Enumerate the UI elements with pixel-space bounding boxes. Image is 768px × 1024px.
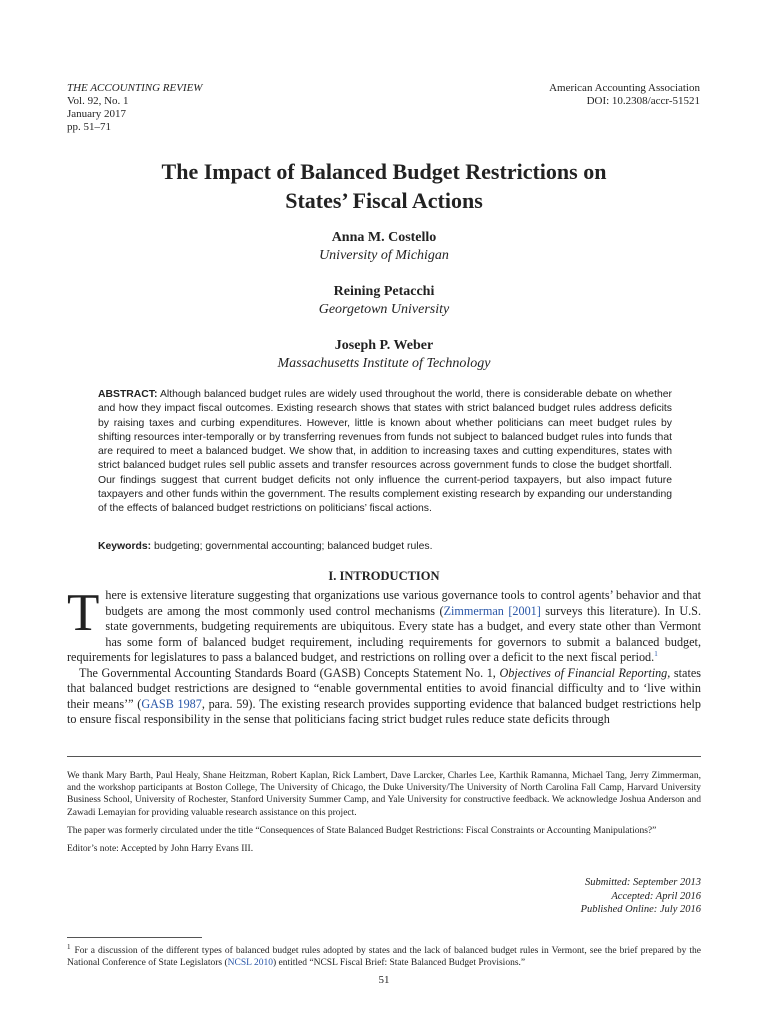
publisher-header: [549, 82, 700, 108]
author-affiliation: Georgetown University: [318, 302, 450, 317]
author-name: Reining Petacchi: [333, 284, 435, 299]
editor-note: Editor’s note: Accepted by John Harry Evans III.: [67, 844, 254, 855]
acknowledgments: [67, 770, 701, 861]
footnote-number: 1: [67, 943, 71, 951]
author-name: Joseph P. Weber: [334, 338, 434, 353]
footnote-text: For a discussion of the different types of balanced budget rules adopted by states and the lack of balanced budget rules in Vermont, see the brief prepared by the National Conference of State Legislators (: [67, 946, 701, 969]
intro-text: surveys this literature). In U.S. state governments, budgeting requirements are ubiquitous. Every state has a budget, and every state other than Vermont has some form of balanced budget requirement, including requirements for governors to submit a balanced budget, requirements for legislatures to pass a balanced budget, and restrictions on rolling over a deficit to the next fiscal period.: [67, 603, 701, 664]
author-block: [60, 283, 708, 319]
footnote-divider: [67, 937, 202, 938]
footnote: [67, 941, 701, 969]
submitted-date: Submitted: September 2013: [584, 877, 701, 888]
intro-paragraph-2: [67, 666, 701, 728]
page-number: 51: [378, 974, 390, 986]
journal-date: January 2017: [67, 108, 126, 120]
intro-text-italic: Objectives of Financial Reporting,: [499, 665, 671, 680]
intro-paragraph-1: [67, 584, 701, 666]
author-affiliation: Massachusetts Institute of Technology: [277, 356, 491, 371]
citation-link[interactable]: NCSL 2010: [227, 958, 273, 969]
intro-text: here is extensive literature suggesting that organizations use various governance tools to control agents’ behavior and that budgets are among the most commonly used control mechanisms (: [105, 588, 701, 618]
abstract-text: Although balanced budget rules are widely used throughout the world, there is considerable debate on whether and how they impact fiscal outcomes. Existing research shows that states with strict balanced budget rules address deficits by raising taxes and curbing expenditures. However, little is known about whether politicians can meet budget rules by shifting resources inter-temporally or by transferring revenues from funds not subject to balanced budget rules into funds that are required to meet a balanced budget. We show that, in addition to increasing taxes and cutting expenditures, states with strict balanced budget rules sell public assets and transfer resources across government funds to close the budget shortfall. Our findings suggest that current budget deficits not only influence the current-period taxpayers, but also impact future taxpayers and other funds within the government. The results complement existing research by expanding our understanding of the effects of balanced budget restrictions on politicians’ fiscal actions.: [98, 389, 672, 515]
acknowledgment-paragraph: We thank Mary Barth, Paul Healy, Shane Heitzman, Robert Kaplan, Rick Lambert, Dave Larcker, Charles Lee, Karthik Ramanna, Michael Tang, Jerry Zimmerman, and the workshop participants at Boston College, The University of Chicago, the Duke University/The University of North Carolina Fall Camp, Harvard University Business School, University of Rochester, Stanford University Summer Camp, and Yale University for constructive feedback. We acknowledge Joshua Anderson and Zawadi Lemayian for providing valuable research assistance on this project.: [67, 771, 701, 818]
paper-title: [60, 157, 708, 215]
abstract-label: ABSTRACT:: [98, 389, 158, 400]
drop-cap: T: [67, 584, 100, 642]
intro-text: , para. 59). The existing research provides supporting evidence that balanced budget restrictions help to ensure fiscal responsibility in the sense that politicians facing strict budget rules reduce state deficits through: [67, 696, 701, 726]
footnote-marker[interactable]: 1: [654, 649, 658, 658]
keywords-text: budgeting; governmental accounting; balanced budget rules.: [154, 541, 433, 552]
doi: DOI: 10.2308/accr-51521: [586, 95, 700, 107]
submission-dates: [581, 876, 701, 917]
journal-header: [67, 82, 202, 134]
author-affiliation: University of Michigan: [319, 248, 449, 263]
citation-link[interactable]: GASB 1987: [141, 696, 202, 711]
author-name: Anna M. Costello: [331, 230, 437, 245]
keywords: [98, 540, 672, 554]
citation-link[interactable]: Zimmerman [2001]: [443, 603, 541, 618]
journal-name: THE ACCOUNTING REVIEW: [67, 82, 203, 94]
divider: [67, 756, 701, 757]
section-heading: I. INTRODUCTION: [328, 569, 440, 583]
author-block: [60, 337, 708, 373]
keywords-label: Keywords:: [98, 541, 152, 552]
accepted-date: Accepted: April 2016: [611, 890, 701, 902]
acknowledgment-paragraph: The paper was formerly circulated under the title “Consequences of State Balanced Budget Restrictions: Fiscal Constraints or Accounting Manipulations?”: [67, 825, 657, 836]
footnote-text: ) entitled “NCSL Fiscal Brief: State Balanced Budget Provisions.”: [272, 958, 526, 969]
journal-volume: Vol. 92, No. 1: [67, 95, 129, 107]
title-line-1: The Impact of Balanced Budget Restrictions on: [161, 159, 607, 184]
intro-text: states that balanced budget restrictions are designed to “enable governmental entities to avoid financial difficulty and to ‘live within their means’” (: [67, 665, 701, 711]
journal-pages: pp. 51–71: [67, 121, 111, 133]
intro-text: The Governmental Accounting Standards Board (GASB) Concepts Statement No. 1,: [79, 665, 500, 680]
introduction-body: [67, 584, 701, 728]
abstract: [98, 388, 672, 517]
publisher-name: American Accounting Association: [549, 82, 700, 94]
title-line-2: States’ Fiscal Actions: [285, 188, 483, 213]
author-block: [60, 229, 708, 265]
published-date: Published Online: July 2016: [580, 904, 701, 915]
